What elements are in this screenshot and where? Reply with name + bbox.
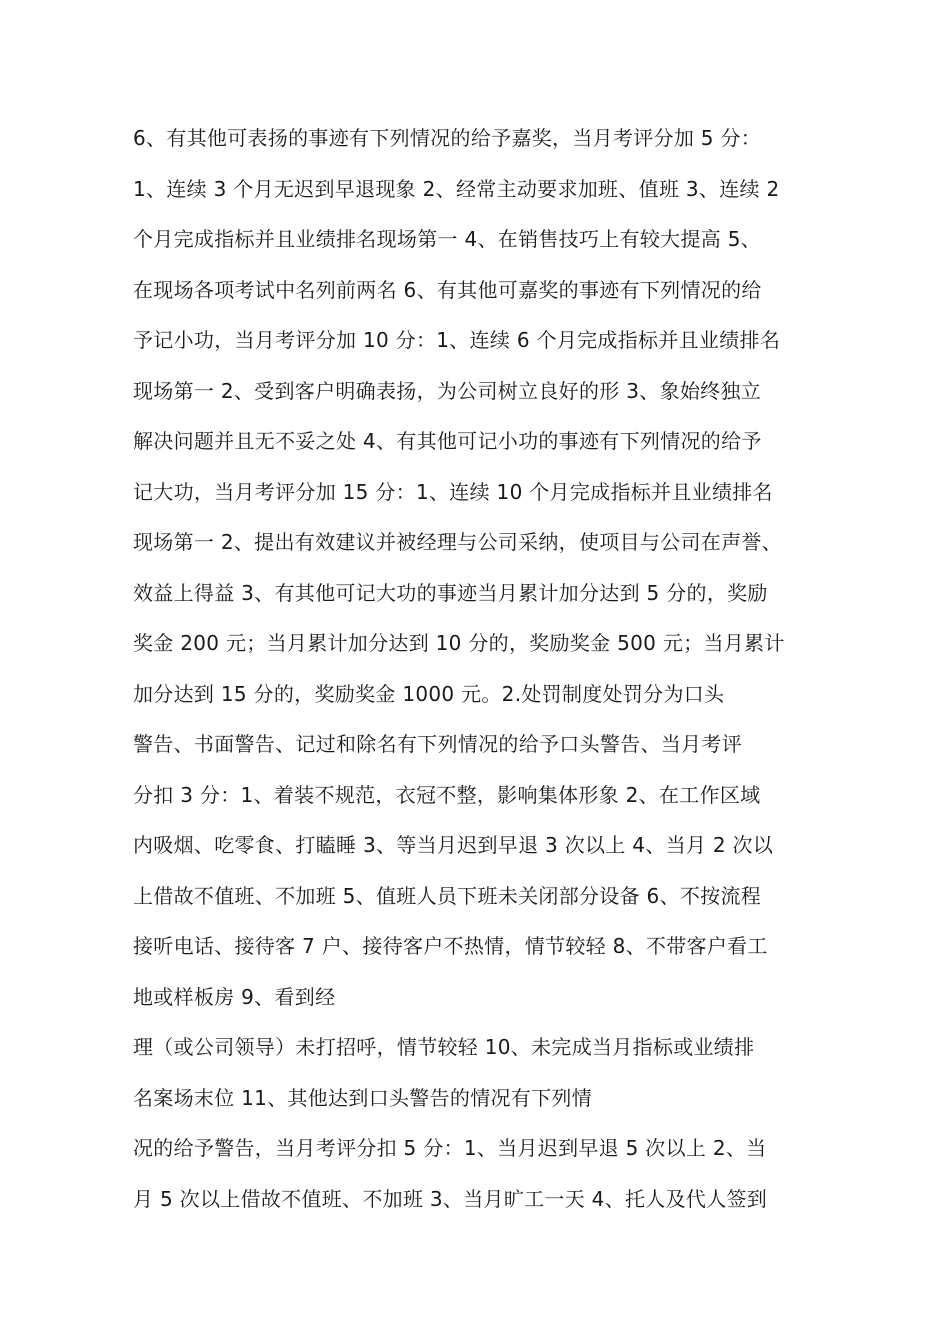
text-line: 6、有其他可表扬的事迹有下列情况的给予嘉奖，当月考评分加 5 分： (133, 126, 762, 150)
text-line: 内吸烟、吃零食、打瞌睡 3、等当月迟到早退 3 次以上 4、当月 2 次以 (133, 833, 774, 857)
text-line: 现场第一 2、提出有效建议并被经理与公司采纳，使项目与公司在声誉、 (133, 530, 782, 554)
text-line: 个月完成指标并且业绩排名现场第一 4、在销售技巧上有较大提高 5、 (133, 227, 762, 251)
text-line: 理（或公司领导）未打招呼，情节较轻 10、未完成当月指标或业绩排 (133, 1035, 755, 1059)
text-line: 1、连续 3 个月无迟到早退现象 2、经常主动要求加班、值班 3、连续 2 (133, 176, 780, 201)
text-line: 现场第一 2、受到客户明确表扬，为公司树立良好的形 3、象始终独立 (133, 378, 762, 403)
text-line: 奖金 200 元；当月累计加分达到 10 分的，奖励奖金 500 元；当月累计 (133, 631, 785, 655)
text-line: 接听电话、接待客 7 户、接待客户不热情，情节较轻 8、不带客户看工 (133, 934, 768, 958)
text-line: 地或样板房 9、看到经 (133, 984, 336, 1009)
text-line: 况的给予警告，当月考评分扣 5 分：1、当月迟到早退 5 次以上 2、当 (133, 1136, 767, 1160)
text-line: 予记小功，当月考评分加 10 分：1、连续 6 个月完成指标并且业绩排名 (133, 328, 781, 352)
text-line: 在现场各项考试中名列前两名 6、有其他可嘉奖的事迹有下列情况的给 (133, 277, 762, 302)
text-line: 警告、书面警告、记过和除名有下列情况的给予口头警告、当月考评 (133, 732, 742, 756)
text-line: 分扣 3 分：1、着装不规范，衣冠不整，影响集体形象 2、在工作区域 (133, 782, 761, 807)
text-line: 效益上得益 3、有其他可记大功的事迹当月累计加分达到 5 分的，奖励 (133, 580, 768, 605)
text-line: 加分达到 15 分的，奖励奖金 1000 元。2.处罚制度处罚分为口头 (133, 681, 725, 706)
text-line: 上借故不值班、不加班 5、值班人员下班未关闭部分设备 6、不按流程 (133, 883, 762, 908)
text-line: 名案场末位 11、其他达到口头警告的情况有下列情 (133, 1085, 593, 1110)
text-line: 月 5 次以上借故不值班、不加班 3、当月旷工一天 4、托人及代人签到 (133, 1186, 768, 1211)
text-line: 记大功，当月考评分加 15 分：1、连续 10 个月完成指标并且业绩排名 (133, 479, 773, 504)
text-line: 解决问题并且无不妥之处 4、有其他可记小功的事迹有下列情况的给予 (133, 429, 762, 453)
body-text (133, 120, 893, 1231)
